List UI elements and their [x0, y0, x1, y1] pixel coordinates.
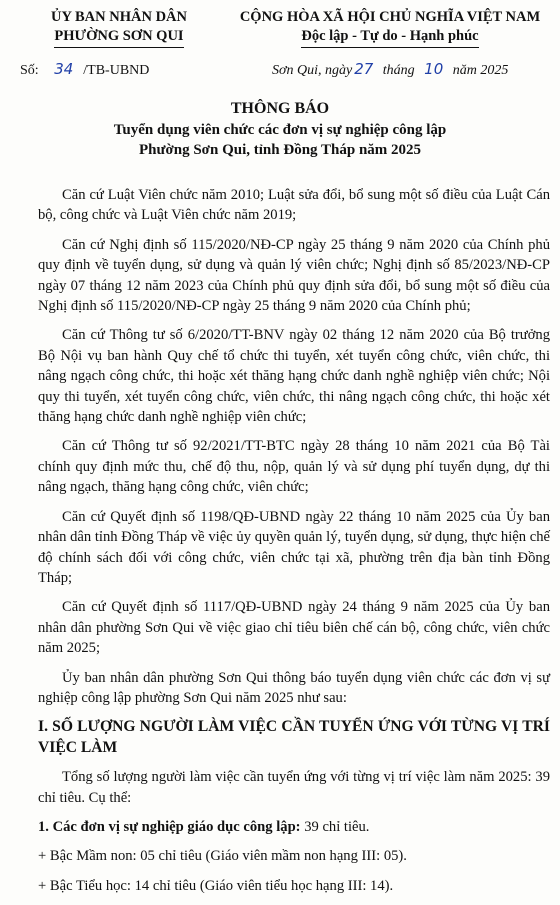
list-item-heading: 1. Các đơn vị sự nghiệp giáo dục công lập: — [38, 818, 301, 835]
issuer-block — [14, 8, 224, 48]
paragraph: Căn cứ Quyết định số 1117/QĐ-UBND ngày 24 tháng 9 năm 2025 của Ủy ban nhân dân phường Sơn Qui về việc giao chỉ tiêu biên chế cán bộ, công chức, viên chức năm 2025; — [38, 599, 550, 657]
paragraph: Căn cứ Luật Viên chức năm 2010; Luật sửa đổi, bổ sung một số điều của Luật Cán bộ, công chức và Luật Viên chức năm 2019; — [38, 187, 550, 224]
month-label: tháng — [382, 63, 415, 78]
issuer-line-2: PHƯỜNG SƠN QUI — [54, 27, 183, 48]
subtitle-line-2: Phường Sơn Qui, tỉnh Đồng Tháp năm 2025 — [138, 142, 422, 158]
place-date — [272, 60, 508, 79]
paragraph: Ủy ban nhân dân phường Sơn Qui thông báo tuyển dụng viên chức các đơn vị sự nghiệp công lập phường Sơn Qui năm 2025 như sau: — [38, 669, 550, 706]
year-label: năm 2025 — [452, 63, 509, 78]
issuer-line-1: ỦY BAN NHÂN DÂN — [50, 9, 187, 25]
day-value: 27 — [354, 60, 374, 78]
paragraph: Căn cứ Quyết định số 1198/QĐ-UBND ngày 22 tháng 10 năm 2025 của Ủy ban nhân dân tỉnh Đồng Tháp về việc ủy quyền quản lý, tuyển dụng, sử dụng, thực hiện chế độ chính sách đối với công chức, viên chức tại xã, phường trên địa bàn tỉnh Đồng Tháp; — [38, 508, 550, 586]
section-heading: I. SỐ LƯỢNG NGƯỜI LÀM VIỆC CẦN TUYỂN ỨNG VỚI TỪNG VỊ TRÍ VIỆC LÀM — [38, 718, 550, 756]
month-value: 10 — [424, 60, 444, 78]
document-title: THÔNG BÁO — [230, 100, 330, 117]
list-item: + Bậc Tiểu học: 14 chỉ tiêu (Giáo viên tiểu học hạng III: 14). — [38, 877, 394, 894]
list-item — [38, 817, 550, 837]
list-item: + Bậc Mầm non: 05 chỉ tiêu (Giáo viên mầm non hạng III: 05). — [38, 848, 407, 865]
national-header — [225, 8, 555, 48]
document-number — [20, 60, 149, 79]
place-date-prefix: Sơn Qui, ngày — [272, 63, 353, 78]
paragraph: Căn cứ Nghị định số 115/2020/NĐ-CP ngày 25 tháng 9 năm 2020 của Chính phủ quy định về tuyển dụng, sử dụng và quản lý viên chức; Nghị định số 85/2023/NĐ-CP ngày 07 tháng 12 năm 2023 của Chính phủ quy định sửa đổi, bổ sung một số điều của Nghị định số 115/2020/NĐ-CP ngày 25 tháng 9 năm 2020 của Chính phủ; — [38, 236, 550, 315]
document-subtitle — [0, 120, 560, 160]
list-item-text: 39 chỉ tiêu. — [300, 818, 370, 835]
number-label: Số: — [20, 63, 39, 78]
paragraph: Tổng số lượng người làm việc cần tuyển ứng với từng vị trí việc làm năm 2025: 39 chỉ tiêu. Cụ thể: — [38, 769, 550, 806]
paragraph: Căn cứ Thông tư số 6/2020/TT-BNV ngày 02 tháng 12 năm 2020 của Bộ trưởng Bộ Nội vụ ban hành Quy chế tổ chức thi tuyển, xét tuyển công chức, viên chức, thi nâng ngạch công chức, thi hoặc xét thăng hạng chức danh nghề nghiệp viên chức; Nội quy thi tuyển, xét tuyển công chức, viên chức, thi nâng ngạch công chức, thi hoặc xét thăng hạng chức danh nghề nghiệp viên chức; — [38, 327, 550, 426]
number-value: 34 — [54, 60, 74, 78]
subtitle-line-1: Tuyển dụng viên chức các đơn vị sự nghiệp công lập — [113, 122, 447, 138]
document-body — [38, 185, 550, 905]
number-suffix: /TB-UBND — [83, 63, 150, 78]
paragraph: Căn cứ Thông tư số 92/2021/TT-BTC ngày 28 tháng 10 năm 2021 của Bộ Tài chính quy định mức thu, chế độ thu, nộp, quản lý và sử dụng phí tuyển dụng, dự thi nâng ngạch, thăng hạng công chức, viên chức; — [38, 438, 550, 496]
nation-name: CỘNG HÒA XÃ HỘI CHỦ NGHĨA VIỆT NAM — [239, 9, 541, 25]
national-motto: Độc lập - Tự do - Hạnh phúc — [301, 27, 478, 48]
